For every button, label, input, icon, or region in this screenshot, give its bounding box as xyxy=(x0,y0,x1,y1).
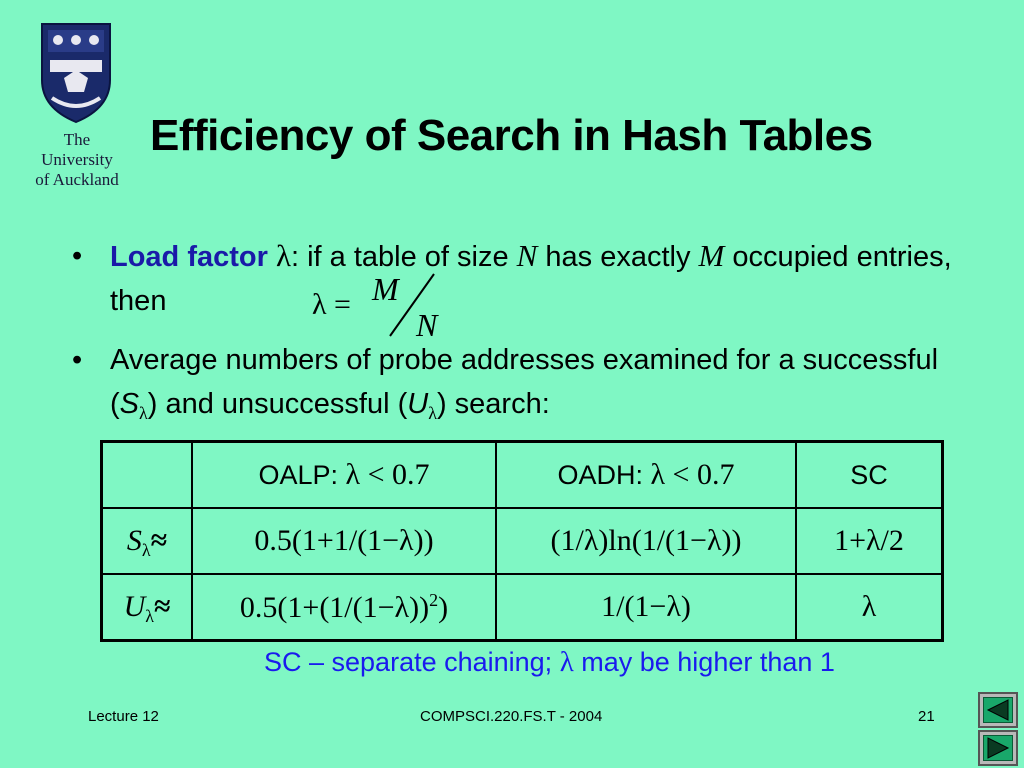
university-name xyxy=(22,130,132,190)
bullet-dot: • xyxy=(72,240,83,272)
probe-count-table xyxy=(100,440,944,642)
logo-line: University xyxy=(41,150,113,169)
cell-s-oalp: 0.5(1+1/(1−λ)) xyxy=(192,508,496,574)
formula-text: ) xyxy=(438,590,449,624)
cell-u-oadh: 1/(1−λ) xyxy=(496,574,796,641)
previous-slide-button[interactable] xyxy=(978,692,1018,728)
formula-text: 0.5(1+(1/(1−λ)) xyxy=(239,590,430,624)
approx-symbol: ≈ xyxy=(153,590,171,623)
lambda-symbol: λ xyxy=(559,646,574,678)
subscript-lambda: λ xyxy=(141,540,151,560)
crest-icon xyxy=(40,22,112,124)
text-segment: ) search: xyxy=(436,388,550,420)
text-segment: occupied entries, then xyxy=(110,241,952,317)
text-segment: has exactly xyxy=(537,241,699,273)
note-text: SC – separate chaining; xyxy=(264,647,560,677)
cell-s-sc: 1+λ/2 xyxy=(796,508,943,574)
superscript-two: 2 xyxy=(429,589,439,610)
triangle-right-icon xyxy=(980,732,1016,764)
keyword-load-factor: Load factor xyxy=(110,241,268,273)
bullet-dot: • xyxy=(72,344,83,376)
bullet-text xyxy=(110,234,970,323)
table-row xyxy=(102,508,943,574)
load-factor-formula xyxy=(308,270,458,342)
approx-symbol: ≈ xyxy=(150,524,168,557)
triangle-left-icon xyxy=(980,694,1016,726)
header-cell-sc: SC xyxy=(796,442,943,509)
header-cell-oalp xyxy=(192,442,496,509)
footer-course: COMPSCI.220.FS.T - 2004 xyxy=(420,708,603,725)
slide-title: Efficiency of Search in Hash Tables xyxy=(150,111,873,160)
row-label-s xyxy=(102,508,193,574)
variable-n: N xyxy=(516,238,538,273)
table-header-row xyxy=(102,442,943,509)
subscript-lambda: λ xyxy=(145,606,154,626)
header-label: OADH: xyxy=(557,460,651,490)
subscript-lambda: λ xyxy=(139,403,148,423)
header-condition: λ < 0.7 xyxy=(345,458,430,491)
footer-page-number: 21 xyxy=(918,708,935,725)
cell-u-oalp xyxy=(192,574,496,641)
cell-s-oadh: (1/λ)ln(1/(1−λ)) xyxy=(496,508,796,574)
header-cell-oadh xyxy=(496,442,796,509)
text-segment: : if a table of size xyxy=(291,241,517,273)
header-cell-empty xyxy=(102,442,193,509)
next-slide-button[interactable] xyxy=(978,730,1018,766)
footer-lecture: Lecture 12 xyxy=(88,708,159,725)
variable-u: U xyxy=(123,590,146,623)
logo-line: of Auckland xyxy=(35,170,119,189)
header-label: OALP: xyxy=(258,460,346,490)
row-label-u xyxy=(102,574,193,641)
bullet-text xyxy=(110,338,970,429)
variable-u: U xyxy=(407,388,429,420)
subscript-lambda: λ xyxy=(428,403,437,423)
logo-line: The xyxy=(63,130,91,149)
variable-s: S xyxy=(126,524,142,557)
sc-note xyxy=(264,646,835,679)
variable-m: M xyxy=(698,238,725,273)
formula-lhs: λ = xyxy=(312,288,351,321)
note-text: may be higher than 1 xyxy=(573,647,835,677)
formula-numerator: M xyxy=(372,271,399,307)
text-segment: ) and unsuccessful ( xyxy=(147,388,408,420)
lambda-symbol: λ xyxy=(275,238,291,273)
variable-s: S xyxy=(119,388,140,420)
cell-u-sc: λ xyxy=(796,574,943,641)
formula-denominator: N xyxy=(416,307,438,342)
text-segment: Average numbers of probe addresses examined for a successful ( xyxy=(110,344,939,420)
header-condition: λ < 0.7 xyxy=(650,458,735,491)
table-row xyxy=(102,574,943,641)
